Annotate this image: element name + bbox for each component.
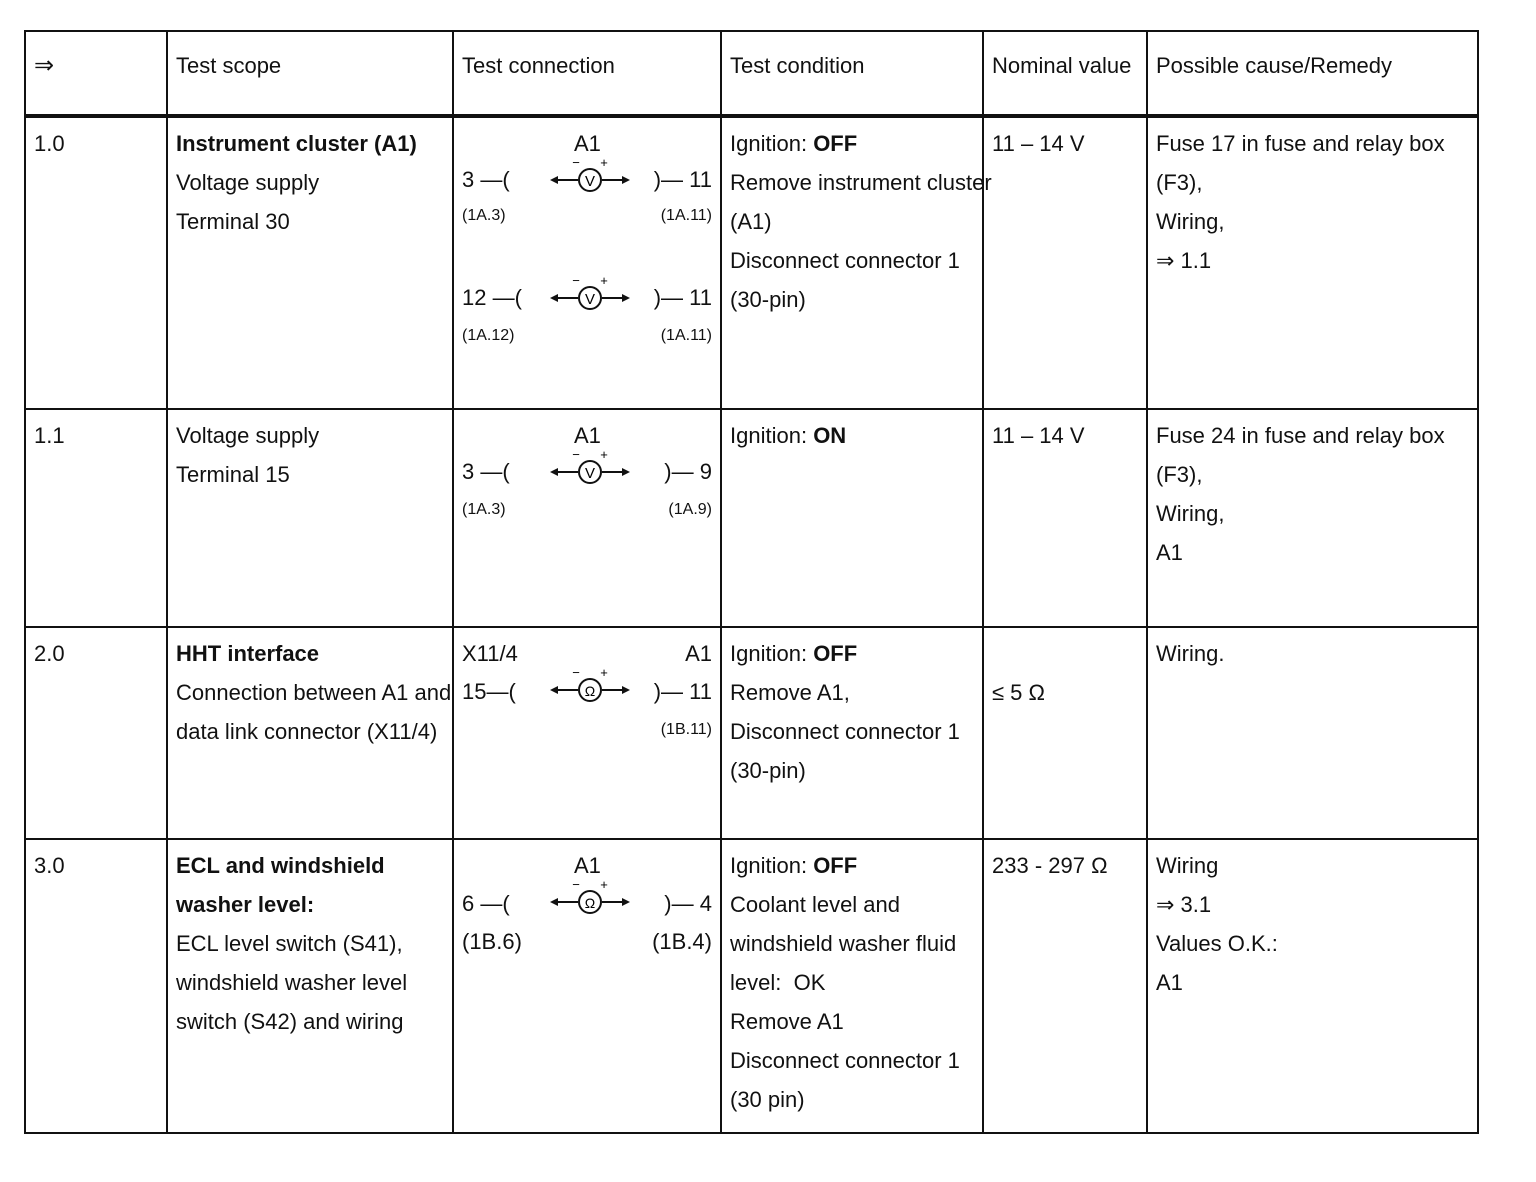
right-pin: )— 11 xyxy=(653,679,712,704)
right-pin-ref: (1B.4) xyxy=(652,929,712,954)
row-ref: 1.0 xyxy=(25,116,167,409)
module-label: A1 xyxy=(574,131,601,156)
header-ref-arrow: ⇒ xyxy=(25,31,167,116)
svg-text:+: + xyxy=(600,665,608,680)
left-pin-ref: (1A.12) xyxy=(462,327,515,344)
nominal-value-cell: 11 – 14 V xyxy=(983,116,1147,409)
test-scope-cell xyxy=(167,627,453,839)
test-scope-cell xyxy=(167,409,453,627)
test-connection-cell xyxy=(453,409,721,627)
svg-text:−: − xyxy=(572,877,580,892)
svg-text:V: V xyxy=(584,291,596,308)
remedy-line: ⇒ 3.1 xyxy=(1156,892,1212,917)
svg-text:Ω: Ω xyxy=(584,895,596,911)
condition-line: windshield washer fluid xyxy=(730,931,957,956)
remedy-line: (F3), xyxy=(1156,170,1203,195)
test-condition-cell xyxy=(721,116,992,409)
table-row xyxy=(25,116,1478,409)
header-nominal-value: Nominal value xyxy=(983,31,1147,116)
right-pin: )— 9 xyxy=(664,459,712,484)
remedy-line: Wiring. xyxy=(1156,641,1225,666)
test-connection-cell xyxy=(453,116,721,409)
svg-text:+: + xyxy=(600,155,608,170)
remedy-line: Wiring, xyxy=(1156,501,1225,526)
left-pin-ref: (1A.3) xyxy=(462,501,506,518)
table-row xyxy=(25,839,1478,1133)
remedy-cell xyxy=(1147,116,1478,409)
scope-line: Terminal 15 xyxy=(176,462,290,487)
header-test-connection: Test connection xyxy=(453,31,721,116)
header-possible-cause-remedy: Possible cause/Remedy xyxy=(1147,31,1478,116)
connection-diagram xyxy=(462,124,712,384)
connection-diagram xyxy=(462,846,712,1106)
condition-line: Coolant level and xyxy=(730,892,901,917)
remedy-cell xyxy=(1147,839,1478,1133)
connection-diagram xyxy=(462,416,712,606)
condition-line: Remove instrument cluster xyxy=(730,170,992,195)
remedy-line: (F3), xyxy=(1156,462,1203,487)
scope-line: Terminal 30 xyxy=(176,209,290,234)
scope-line: switch (S42) and wiring xyxy=(176,1009,404,1034)
condition-line: Disconnect connector 1 xyxy=(730,719,960,744)
voltmeter-icon xyxy=(550,273,630,312)
module-label: A1 xyxy=(574,853,601,878)
remedy-line: A1 xyxy=(1156,540,1183,565)
condition-line: (30-pin) xyxy=(730,758,806,783)
svg-text:+: + xyxy=(600,877,608,892)
svg-text:+: + xyxy=(600,273,608,288)
right-pin: )— 11 xyxy=(653,285,712,310)
scope-title: ECL and windshield xyxy=(176,853,385,878)
scope-line: Voltage supply xyxy=(176,170,320,195)
voltmeter-icon xyxy=(550,155,630,194)
left-pin: 6 —( xyxy=(462,891,510,916)
svg-text:−: − xyxy=(572,447,580,462)
row-ref: 1.1 xyxy=(25,409,167,627)
table-row xyxy=(25,627,1478,839)
left-pin: 3 —( xyxy=(462,167,510,192)
row-ref: 2.0 xyxy=(25,627,167,839)
right-pin-ref: (1A.11) xyxy=(660,207,712,224)
condition-line: Remove A1, xyxy=(730,680,850,705)
test-scope-cell xyxy=(167,839,453,1133)
left-pin-ref: (1A.3) xyxy=(462,207,506,224)
right-pin-ref: (1A.11) xyxy=(660,327,712,344)
condition-line: level: OK xyxy=(730,970,826,995)
remedy-cell xyxy=(1147,627,1478,839)
header-test-condition: Test condition xyxy=(721,31,983,116)
module-label: A1 xyxy=(685,641,712,666)
svg-text:−: − xyxy=(572,273,580,288)
svg-text:V: V xyxy=(584,173,596,190)
right-pin-ref: (1B.11) xyxy=(660,721,712,738)
scope-title: HHT interface xyxy=(176,641,320,666)
nominal-value-cell: 11 – 14 V xyxy=(983,409,1147,627)
ignition-state: Ignition: OFF xyxy=(730,641,858,666)
header-test-scope: Test scope xyxy=(167,31,453,116)
test-scope-cell xyxy=(167,116,453,409)
condition-line: (30 pin) xyxy=(730,1087,805,1112)
scope-line: data link connector (X11/4) xyxy=(176,719,438,744)
ignition-state: Ignition: OFF xyxy=(730,853,858,878)
remedy-line: Fuse 17 in fuse and relay box xyxy=(1156,131,1445,156)
left-pin: 15—( xyxy=(462,679,516,704)
left-module-label: X11/4 xyxy=(462,641,518,666)
test-connection-cell xyxy=(453,627,721,839)
remedy-line: Values O.K.: xyxy=(1156,931,1278,956)
scope-title: Instrument cluster (A1) xyxy=(176,131,417,156)
svg-text:+: + xyxy=(600,447,608,462)
table-row xyxy=(25,409,1478,627)
nominal-value: ≤ 5 Ω xyxy=(992,680,1045,705)
right-pin: )— 11 xyxy=(653,167,712,192)
svg-text:V: V xyxy=(584,465,596,482)
remedy-line: Fuse 24 in fuse and relay box xyxy=(1156,423,1445,448)
ignition-state: Ignition: OFF xyxy=(730,131,858,156)
condition-line: (30-pin) xyxy=(730,287,806,312)
condition-line: Remove A1 xyxy=(730,1009,844,1034)
test-condition-cell xyxy=(721,409,983,627)
remedy-line: A1 xyxy=(1156,970,1183,995)
ohmmeter-icon xyxy=(550,877,630,916)
right-pin: )— 4 xyxy=(664,891,712,916)
remedy-line: ⇒ 1.1 xyxy=(1156,248,1212,273)
svg-text:−: − xyxy=(572,155,580,170)
left-pin: 12 —( xyxy=(462,285,522,310)
ohmmeter-icon xyxy=(550,665,630,704)
remedy-cell xyxy=(1147,409,1478,627)
scope-line: windshield washer level xyxy=(176,970,408,995)
test-connection-cell xyxy=(453,839,721,1133)
voltmeter-icon xyxy=(550,447,630,486)
scope-line: Voltage supply xyxy=(176,423,320,448)
remedy-line: Wiring, xyxy=(1156,209,1225,234)
diagnostic-test-table xyxy=(24,30,1479,1134)
left-pin: 3 —( xyxy=(462,459,510,484)
nominal-value-cell xyxy=(983,627,1147,839)
condition-line: Disconnect connector 1 xyxy=(730,248,960,273)
table-header-row xyxy=(25,31,1478,116)
scope-line: Connection between A1 and xyxy=(176,680,452,705)
scope-title: washer level: xyxy=(176,892,315,917)
condition-line: Disconnect connector 1 xyxy=(730,1048,960,1073)
ignition-state: Ignition: ON xyxy=(730,423,847,448)
connection-diagram xyxy=(462,634,712,814)
left-pin-ref: (1B.6) xyxy=(462,929,522,954)
test-condition-cell xyxy=(721,627,983,839)
row-ref: 3.0 xyxy=(25,839,167,1133)
condition-line: (A1) xyxy=(730,209,772,234)
remedy-line: Wiring xyxy=(1156,853,1219,878)
svg-text:Ω: Ω xyxy=(584,683,596,699)
svg-text:−: − xyxy=(572,665,580,680)
test-condition-cell xyxy=(721,839,983,1133)
scope-line: ECL level switch (S41), xyxy=(176,931,403,956)
right-pin-ref: (1A.9) xyxy=(668,501,712,518)
module-label: A1 xyxy=(574,423,601,448)
nominal-value-cell: 233 - 297 Ω xyxy=(983,839,1147,1133)
